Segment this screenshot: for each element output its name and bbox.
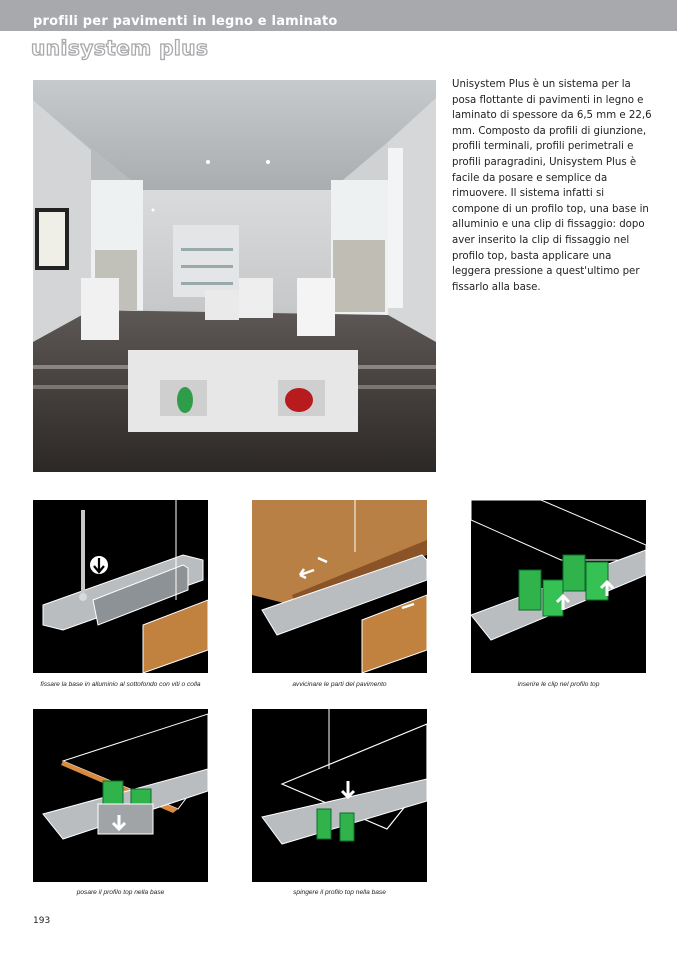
product-title: unisystem plus	[31, 36, 209, 60]
step-caption-4: posare il profilo top nella base	[76, 889, 165, 896]
step-image-5	[252, 709, 427, 882]
step-caption-2: avvicinare le parti del pavimento	[292, 681, 387, 688]
step-caption-1: fissare la base in alluminio al sottofondo con viti o colla	[40, 681, 201, 688]
section-title: profili per pavimenti in legno e laminato	[33, 14, 338, 29]
hero-photo	[33, 80, 436, 472]
step-image-1	[33, 500, 208, 673]
step-image-4	[33, 709, 208, 882]
step-image-2	[252, 500, 427, 673]
step-caption-3: inserire le clip nel profilo top	[517, 681, 600, 688]
page-number: 193	[33, 916, 51, 926]
step-caption-5: spingere il profilo top nella base	[293, 889, 386, 896]
step-image-3	[471, 500, 646, 673]
product-description: Unisystem Plus è un sistema per la posa flottante di pavimenti in legno e laminato di spessore da 6,5 mm e 22,6 mm. Composto da profili di giunzione, profili terminali, profili perimetrali e profili paragradini, Unisystem Plus è facile da posare e semplice da rimuovere. Il sistema infatti si compone di un profilo top, una base in alluminio e una clip di fissaggio: dopo aver inserito la clip di fissaggio nel profilo top, basta applicare una leggera pressione a quest'ultimo per fissarlo alla base.	[452, 79, 652, 293]
